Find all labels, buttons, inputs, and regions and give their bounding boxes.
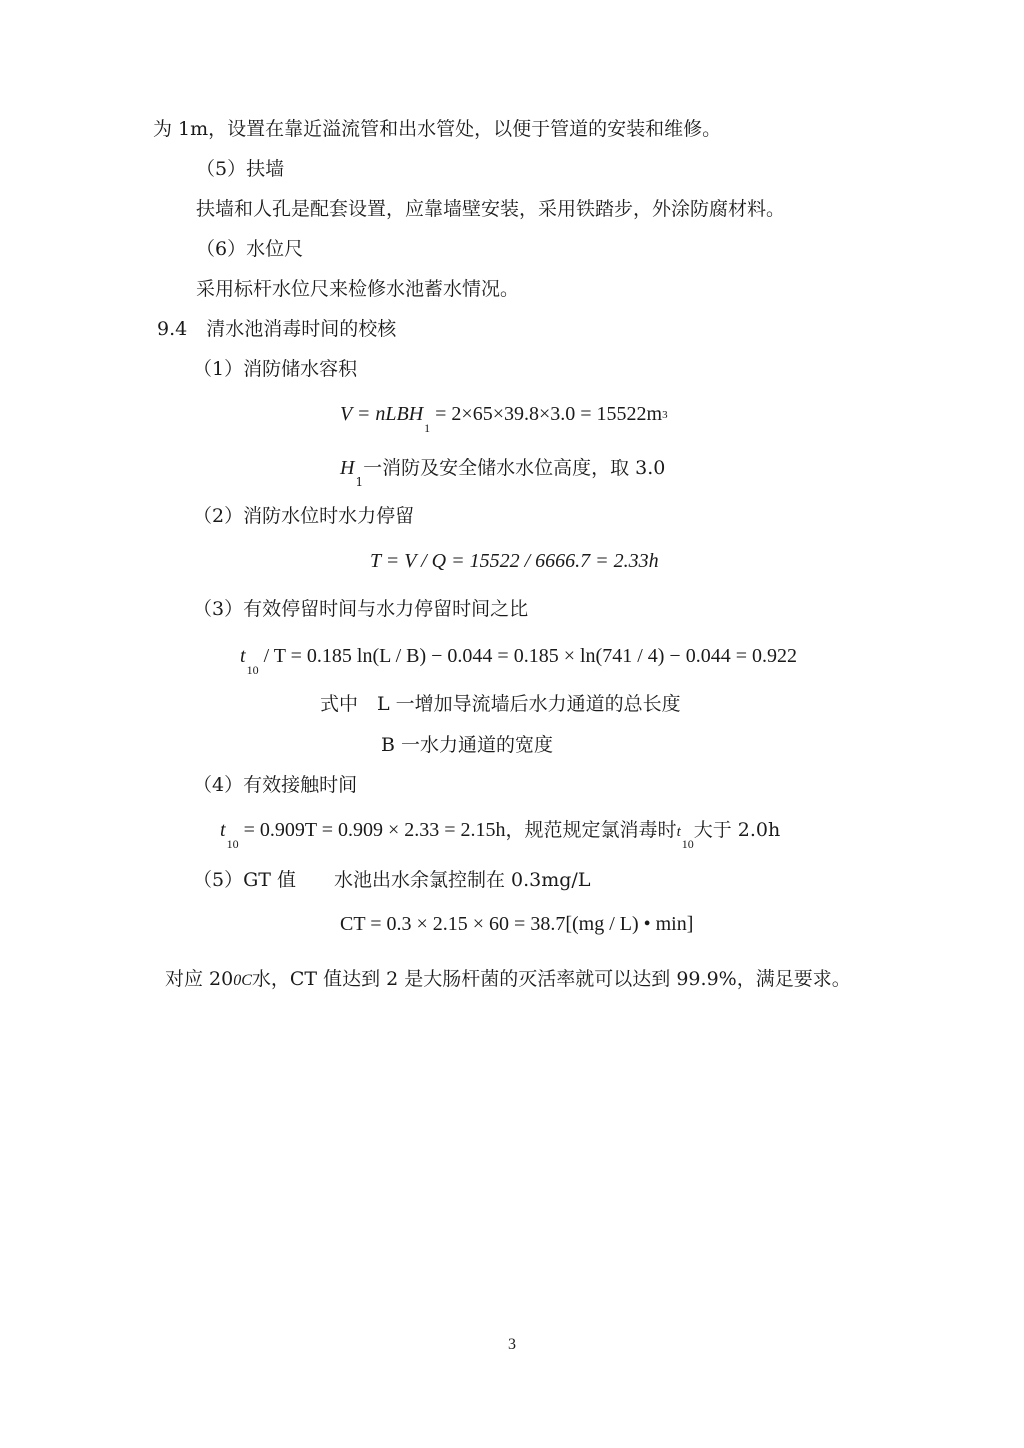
formula-volume-note — [340, 456, 666, 489]
formula-ratio-rhs: / T = 0.185 ln(L / B) − 0.044 = 0.185 × ln(741 / 4) − 0.044 = 0.922 — [258, 645, 797, 667]
paragraph-1: 为 1m，设置在靠近溢流管和出水管处，以便于管道的安装和维修。 — [153, 118, 722, 140]
formula-contact-t-sub: 10 — [681, 837, 694, 851]
formula-contact-end: 大于 2.0h — [693, 819, 781, 841]
definition-b: B 一水力通道的宽度 — [381, 734, 554, 756]
note-text: 一消防及安全储水水位高度，取 3.0 — [363, 457, 666, 479]
conclusion-post: 水，CT 值达到 2 是大肠杆菌的灭活率就可以达到 99.9%，满足要求。 — [251, 968, 851, 990]
note-symbol-sub: 1 — [355, 475, 364, 489]
conclusion-unit: 0C — [233, 972, 252, 989]
formula-ct — [340, 912, 693, 936]
formula-contact-lhs: t — [220, 819, 226, 841]
formula-contact-tail: ，规范规定氯消毒时 — [505, 819, 677, 841]
section-title: 9.4 清水池消毒时间的校核 — [157, 318, 397, 340]
subsection-1-title: （1）消防储水容积 — [193, 358, 358, 380]
formula-ratio-lhs: t — [240, 645, 246, 667]
heading-6: （6）水位尺 — [196, 238, 304, 260]
formula-volume-rhs: = 2×65×39.8×3.0 = 15522m — [430, 403, 663, 425]
paragraph-3: 扶墙和人孔是配套设置，应靠墙壁安装，采用铁踏步，外涂防腐材料。 — [196, 198, 786, 220]
formula-ratio — [240, 644, 797, 677]
page-number: 3 — [508, 1336, 516, 1353]
subsection-4-title: （4）有效接触时间 — [193, 774, 358, 796]
paragraph-5: 采用标杆水位尺来检修水池蓄水情况。 — [196, 278, 520, 300]
formula-contact-t: t — [676, 824, 681, 840]
formula-retention — [370, 549, 659, 573]
conclusion-pre: 对应 20 — [165, 968, 234, 990]
formula-volume — [340, 402, 668, 435]
formula-ratio-sub: 10 — [246, 663, 259, 677]
formula-ct-text: CT = 0.3 × 2.15 × 60 = 38.7[(mg / L) • min] — [340, 913, 694, 935]
formula-retention-text: T = V / Q = 15522 / 6666.7 = 2.33h — [370, 550, 659, 572]
formula-contact-sub: 10 — [226, 837, 239, 851]
formula-volume-lhs: V = nLBH — [340, 403, 424, 425]
definition-l: 式中 L 一增加导流墙后水力通道的总长度 — [320, 693, 681, 715]
formula-contact-time — [220, 818, 781, 851]
heading-5: （5）扶墙 — [196, 158, 285, 180]
subsection-3-title: （3）有效停留时间与水力停留时间之比 — [193, 598, 529, 620]
note-symbol: H — [340, 457, 355, 479]
conclusion — [165, 967, 851, 993]
subsection-5-title: （5）GT 值 水池出水余氯控制在 0.3mg/L — [193, 869, 591, 891]
formula-volume-unit: 3 — [662, 409, 668, 421]
formula-volume-sub: 1 — [424, 421, 431, 435]
formula-contact-rhs: = 0.909T = 0.909 × 2.33 = 2.15h — [238, 819, 506, 841]
subsection-2-title: （2）消防水位时水力停留 — [193, 505, 415, 527]
